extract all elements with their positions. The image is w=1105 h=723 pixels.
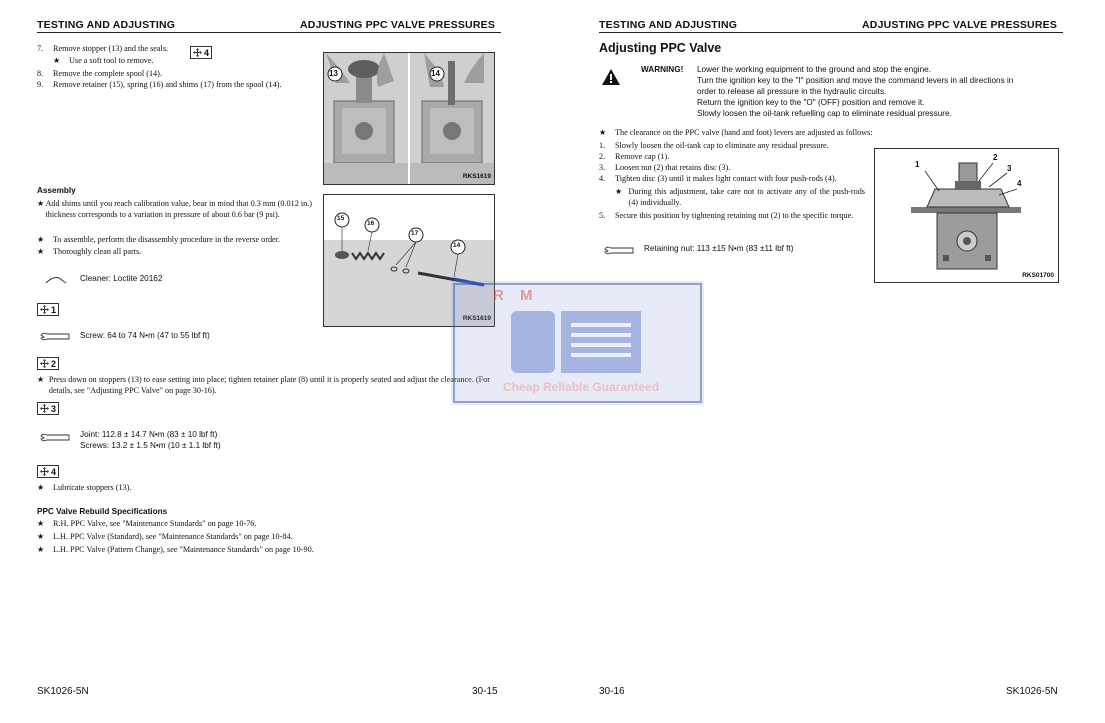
wrench-icon xyxy=(40,332,70,342)
step-7: 7. Remove stopper (13) and the seals. xyxy=(37,44,169,53)
star-icon: ★ xyxy=(37,545,45,554)
right-header-section: TESTING AND ADJUSTING xyxy=(599,19,738,31)
move-arrows-icon xyxy=(40,359,49,368)
press-note: ★ Press down on stoppers (13) to ease setting into place; tighten retainer plate (8) until it is properly seated and adjust the clearance. (For details, see "Adjusting PPC Valve" on page 30-16). xyxy=(37,375,490,395)
warning-line-2: Turn the ignition key to the "I" position and move the command levers in all directions in xyxy=(697,76,1014,85)
callout-14b: 14 xyxy=(453,242,461,249)
step-9: 9. Remove retainer (15), spring (16) and shims (17) from the spool (14). xyxy=(37,80,282,89)
figure-3-id: RKS01700 xyxy=(1022,272,1054,279)
callout-4: 4 xyxy=(1017,179,1022,188)
intro-note: ★ The clearance on the PPC valve (hand and foot) levers are adjusted as follows: xyxy=(599,128,873,137)
adjust-step-4-note: ★ During this adjustment, take care not to activate any of the push-rods (4) individually. xyxy=(615,187,865,207)
callout-15: 15 xyxy=(337,215,345,222)
warning-label: WARNING! xyxy=(641,65,684,74)
left-header-section: TESTING AND ADJUSTING xyxy=(37,19,176,31)
warning-line-5: Slowly loosen the oil-tank refuelling cap to eliminate residual pressure. xyxy=(697,109,952,118)
watermark-letters: R M xyxy=(493,287,539,304)
assembly-item-3: ★ Thoroughly clean all parts. xyxy=(37,247,142,256)
figure-1-id: RKS1619 xyxy=(462,173,491,180)
left-footer-model: SK1026-5N xyxy=(37,686,89,697)
adjust-step-2: 2. Remove cap (1). xyxy=(599,152,670,161)
star-icon: ★ xyxy=(37,519,45,528)
star-icon: ★ xyxy=(615,187,623,196)
adjust-step-4: 4. Tighten disc (3) until it makes light contact with four push-rods (4). xyxy=(599,174,837,183)
tool-chip-4: 4 xyxy=(190,46,212,59)
joint-torque: Joint: 112.8 ± 14.7 N•m (83 ± 10 lbf ft) xyxy=(80,430,218,439)
warning-line-1: Lower the working equipment to the ground and stop the engine. xyxy=(697,65,931,74)
figure-2-id: RKS1619 xyxy=(462,315,491,322)
warning-line-3: order to release all pressure in the hydraulic circuits. xyxy=(697,87,887,96)
adjust-step-5: 5. Secure this position by tightening retaining nut (2) to the specific torque. xyxy=(599,211,854,220)
assembly-item-2: ★ To assemble, perform the disassembly procedure in the reverse order. xyxy=(37,235,281,244)
assembly-heading: Assembly xyxy=(37,186,76,195)
star-icon: ★ xyxy=(37,532,45,541)
callout-2: 2 xyxy=(993,153,998,162)
adjust-step-3: 3. Loosen nut (2) that retains disc (3). xyxy=(599,163,731,172)
tool-chip-3: 3 xyxy=(37,402,59,415)
watermark-tagline: Cheap Reliable Guaranteed xyxy=(503,380,660,394)
right-footer-page: 30-16 xyxy=(599,686,625,697)
star-icon: ★ xyxy=(37,235,45,244)
move-arrows-icon xyxy=(40,305,49,314)
cleaner-icon xyxy=(45,275,67,285)
ppc-valve-drawing xyxy=(875,149,1058,282)
right-header-title: ADJUSTING PPC VALVE PRESSURES xyxy=(862,19,1058,31)
left-footer-page: 30-15 xyxy=(472,686,498,697)
warning-triangle-icon xyxy=(601,68,621,86)
move-arrows-icon xyxy=(193,48,202,57)
valve-disassembly-photo xyxy=(324,53,494,184)
wrench-icon xyxy=(604,246,634,256)
step-8: 8. Remove the complete spool (14). xyxy=(37,69,162,78)
valve-photo-figure xyxy=(323,52,495,185)
wrench-icon xyxy=(40,433,70,443)
move-arrows-icon xyxy=(40,467,49,476)
callout-14: 14 xyxy=(431,69,440,78)
screw-torque: Screw: 64 to 74 N•m (47 to 55 lbf ft) xyxy=(80,331,210,340)
move-arrows-icon xyxy=(40,404,49,413)
star-icon: ★ xyxy=(599,128,607,137)
step-7-note: ★ Use a soft tool to remove. xyxy=(53,56,154,65)
tool-chip-1: 1 xyxy=(37,303,59,316)
callout-16: 16 xyxy=(367,220,375,227)
ppc-valve-figure xyxy=(874,148,1059,283)
spec-item-3: ★ L.H. PPC Valve (Pattern Change), see "Maintenance Standards" on page 10-90. xyxy=(37,545,314,554)
warning-line-4: Return the ignition key to the "O" (OFF) position and remove it. xyxy=(697,98,925,107)
tool-chip-4b: 4 xyxy=(37,465,59,478)
star-icon: ★ xyxy=(53,56,61,65)
left-header-rule xyxy=(37,32,501,33)
star-icon: ★ xyxy=(37,247,45,256)
lubricate-note: ★ Lubricate stoppers (13). xyxy=(37,483,132,492)
retaining-nut-torque: Retaining nut: 113 ±15 N•m (83 ±11 lbf ft) xyxy=(644,244,794,253)
callout-3: 3 xyxy=(1007,164,1012,173)
assembly-item-1: ★ Add shims until you reach calibration value, bear in mind that 0.3 mm (0.012 in.) thickness corresponds to a variation in pressure of about 0.6 bar (9 psi). xyxy=(37,199,313,219)
watermark-logo xyxy=(451,281,704,405)
star-icon: ★ xyxy=(37,199,45,208)
spec-heading: PPC Valve Rebuild Specifications xyxy=(37,507,168,516)
adjust-step-1: 1. Slowly loosen the oil-tank cap to eliminate any residual pressure. xyxy=(599,141,829,150)
callout-13: 13 xyxy=(329,69,338,78)
right-footer-model: SK1026-5N xyxy=(1006,686,1058,697)
section-title: Adjusting PPC Valve xyxy=(599,41,722,55)
spec-item-1: ★ R.H. PPC Valve, see "Maintenance Standards" on page 10-76. xyxy=(37,519,257,528)
callout-17: 17 xyxy=(411,230,419,237)
right-header-rule xyxy=(599,32,1063,33)
star-icon: ★ xyxy=(37,375,45,384)
star-icon: ★ xyxy=(37,483,45,492)
left-header-title: ADJUSTING PPC VALVE PRESSURES xyxy=(300,19,496,31)
callout-1: 1 xyxy=(915,160,920,169)
screws-torque: Screws: 13.2 ± 1.5 N•m (10 ± 1.1 lbf ft) xyxy=(80,441,221,450)
tool-chip-2: 2 xyxy=(37,357,59,370)
spec-item-2: ★ L.H. PPC Valve (Standard), see "Maintenance Standards" on page 10-84. xyxy=(37,532,293,541)
cleaner-spec: Cleaner: Loctite 20162 xyxy=(80,274,163,283)
